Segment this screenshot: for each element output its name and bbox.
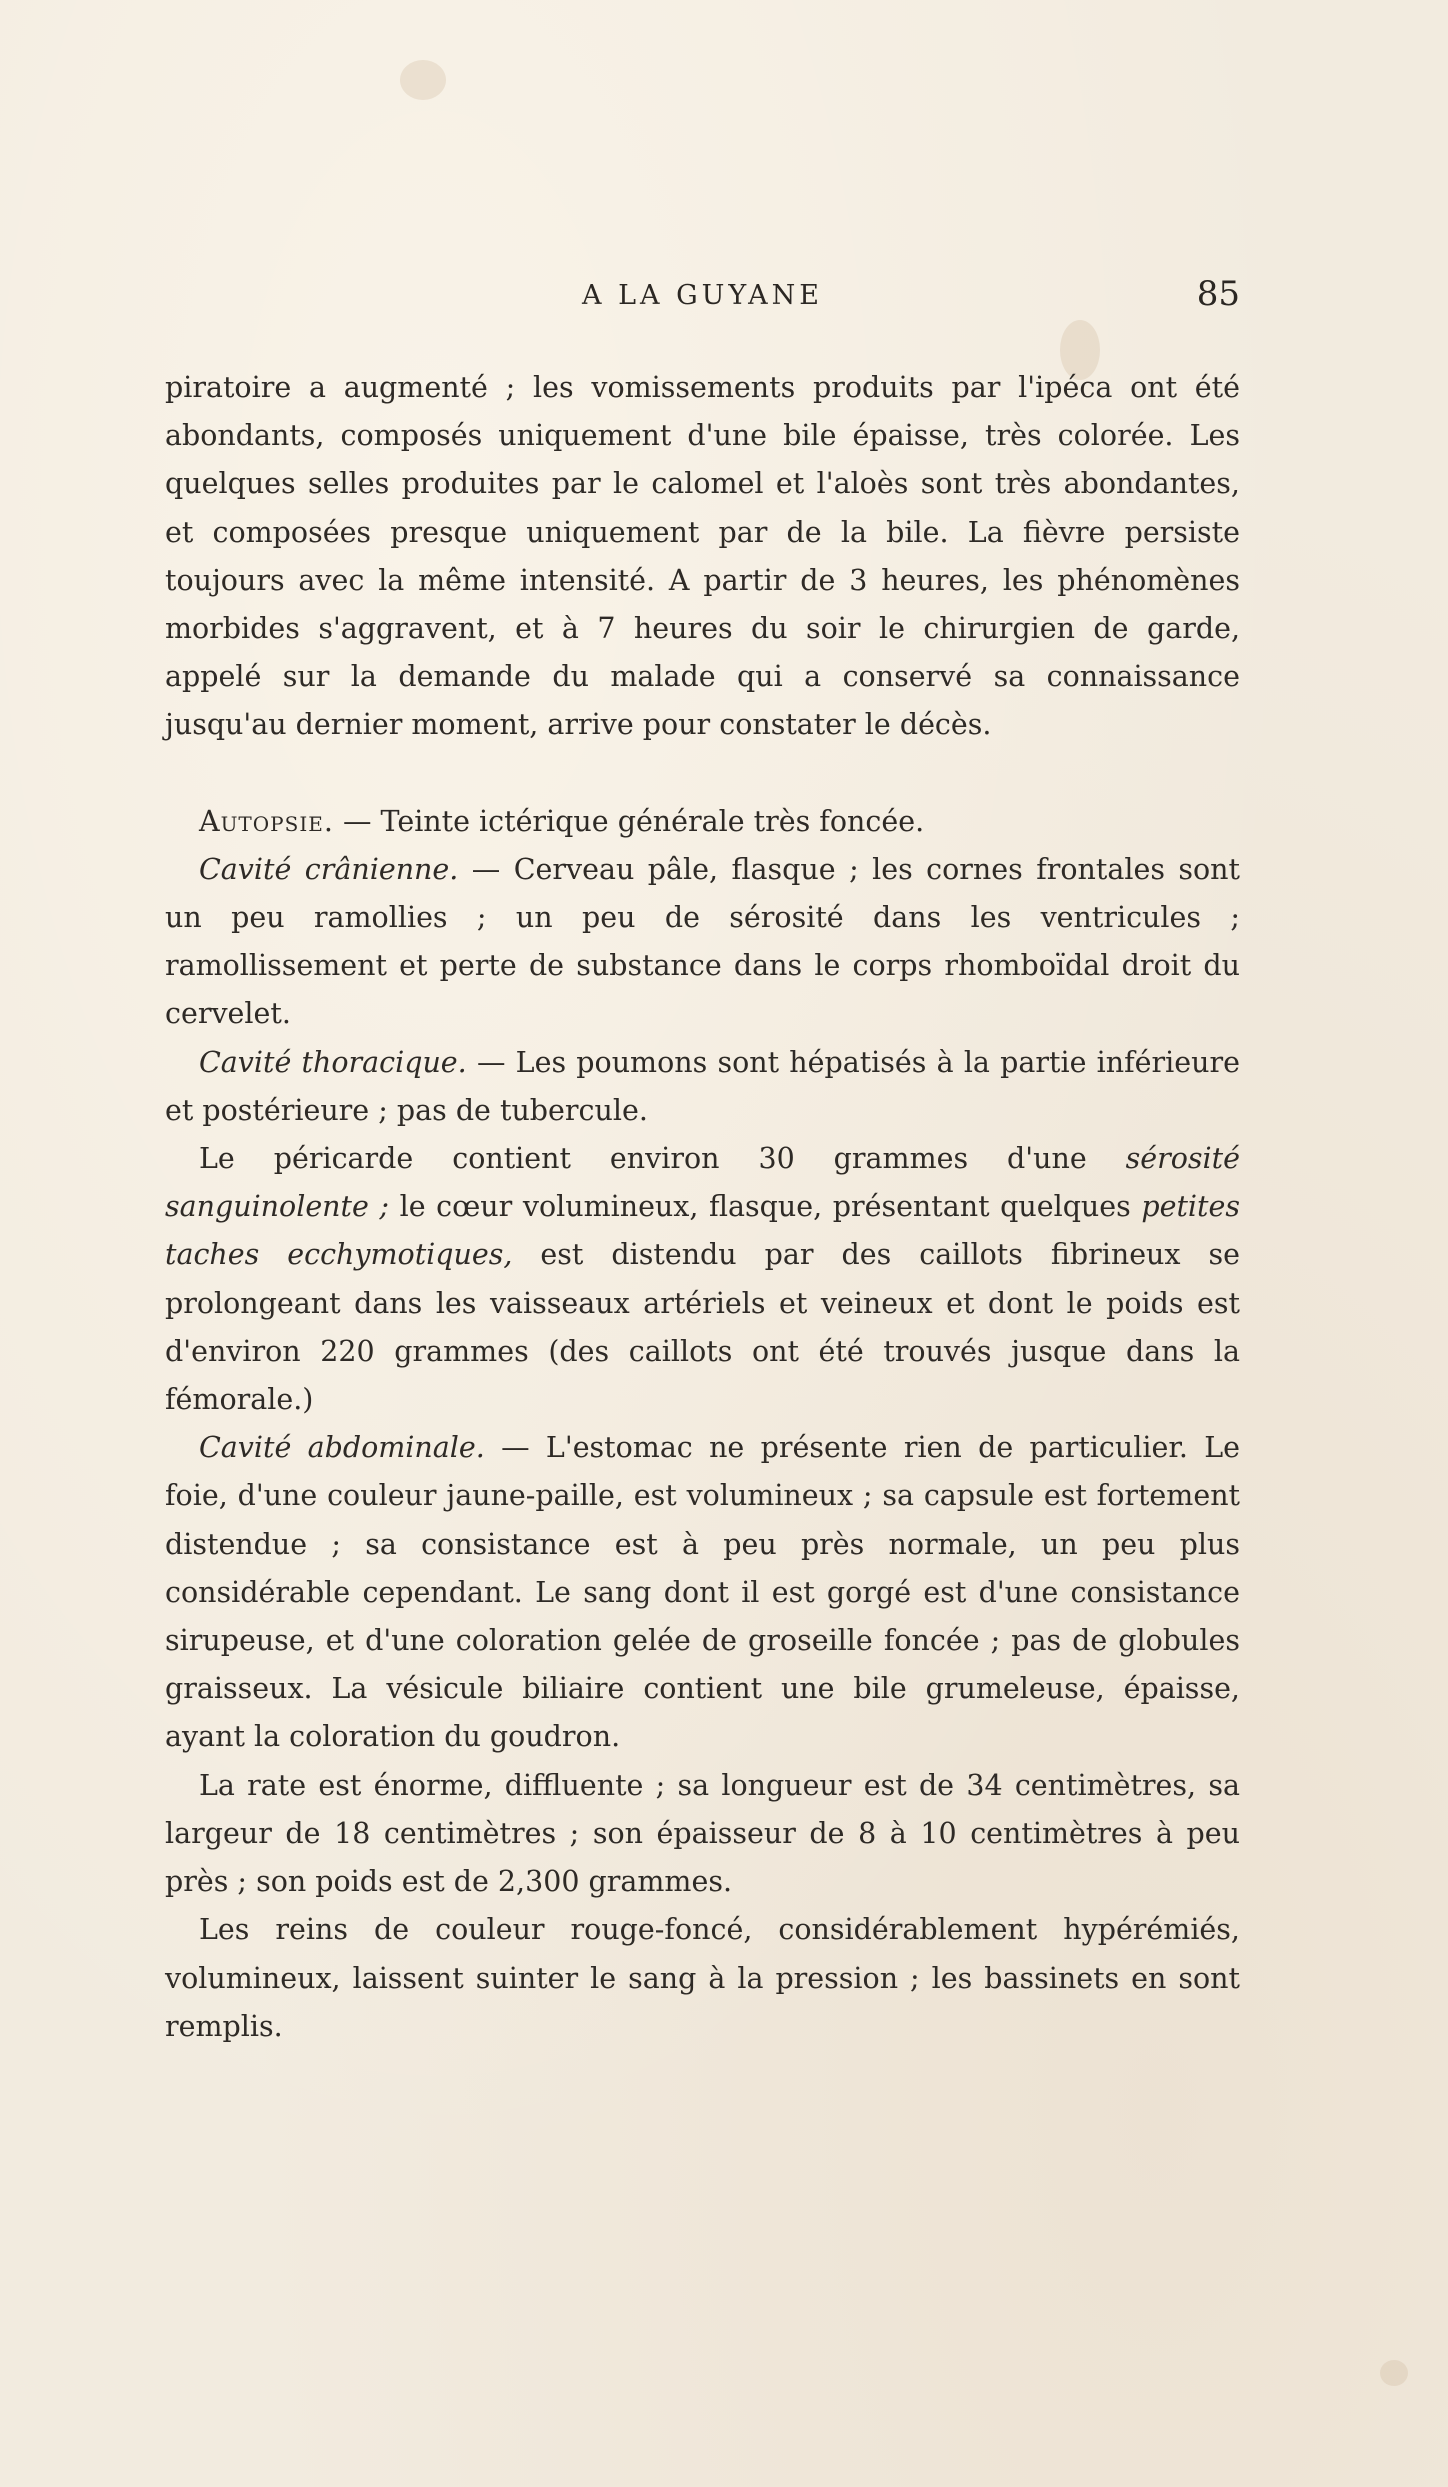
- paragraph-autopsie: [165, 798, 1240, 846]
- paragraph-text: — L'estomac ne présente rien de particulier. Le foie, d'une couleur jaune-paille, est volumineux ; sa capsule est fortement distendue ; sa consistance est à peu près normale, un peu plus considérable cependant. Le sang dont il est gorgé est d'une consistance sirupeuse, et d'une coloration gelée de groseille foncée ; pas de globules graisseux. La vésicule biliaire contient une bile grumeleuse, épaisse, ayant la coloration du goudron.: [165, 1431, 1240, 1754]
- paragraph-text: — Les poumons sont hépatisés à la partie inférieure et postérieure ; pas de tubercule.: [165, 1045, 1240, 1127]
- paragraph-text: — Cerveau pâle, flasque ; les cornes frontales sont un peu ramollies ; un peu de sérosité dans les ventricules ; ramollissement et perte de substance dans le corps rhomboïdal droit du cervelet.: [165, 852, 1240, 1031]
- paragraph-continuation: piratoire a augmenté ; les vomissements produits par l'ipéca ont été abondants, composés uniquement d'une bile épaisse, très colorée. Les quelques selles produites par le calomel et l'aloès sont très abondantes, et composées presque uniquement par de la bile. La fièvre persiste toujours avec la même intensité. A partir de 3 heures, les phénomènes morbides s'aggravent, et à 7 heures du soir le chirurgien de garde, appelé sur la demande du malade qui a conservé sa connaissance jusqu'au dernier moment, arrive pour constater le décès.: [165, 371, 1240, 742]
- section-label-cranienne: Cavité crânienne.: [199, 852, 459, 886]
- paragraph-cavite-abdominale: [165, 1424, 1240, 1761]
- paper-stain: [1380, 2360, 1408, 2386]
- paragraph-reins: Les reins de couleur rouge-foncé, considérablement hypérémiés, volumineux, laissent suinter le sang à la pression ; les bassinets en sont remplis.: [165, 1913, 1240, 2043]
- paper-stain: [400, 60, 446, 100]
- paragraph-text: Le péricarde contient environ 30 grammes d'une: [199, 1142, 1126, 1176]
- section-label-thoracique: Cavité thoracique.: [199, 1045, 467, 1079]
- body-text: [165, 364, 1240, 2051]
- page-number: 85: [1196, 274, 1240, 314]
- paragraph-gap: [165, 750, 1240, 798]
- running-title: A LA GUYANE: [582, 280, 823, 311]
- paragraph-rate: La rate est énorme, diffluente ; sa longueur est de 34 centimètres, sa largeur de 18 centimètres ; son épaisseur de 8 à 10 centimètres à peu près ; son poids est de 2,300 grammes.: [165, 1768, 1240, 1899]
- paragraph-pericarde: [165, 1135, 1240, 1424]
- page-header: [165, 272, 1240, 322]
- paragraph-cavite-cranienne: [165, 846, 1240, 1039]
- italic-term: sérosité sanguinolente ;: [165, 1142, 1240, 1224]
- paragraph-text: est distendu par des caillots fibrineux se prolongeant dans les vaisseaux artériels et veineux et dont le poids est d'environ 220 grammes (des caillots ont été trouvés jusque dans la fémorale.): [165, 1238, 1240, 1417]
- paragraph-cavite-thoracique: [165, 1039, 1240, 1135]
- paragraph-text: le cœur volumineux, flasque, présentant quelques: [389, 1190, 1142, 1224]
- paragraph-text: — Teinte ictérique générale très foncée.: [333, 804, 925, 838]
- section-label-abdominale: Cavité abdominale.: [199, 1431, 485, 1465]
- italic-term: petites taches ecchymotiques,: [165, 1190, 1240, 1272]
- section-label-autopsie: Autopsie.: [199, 804, 334, 838]
